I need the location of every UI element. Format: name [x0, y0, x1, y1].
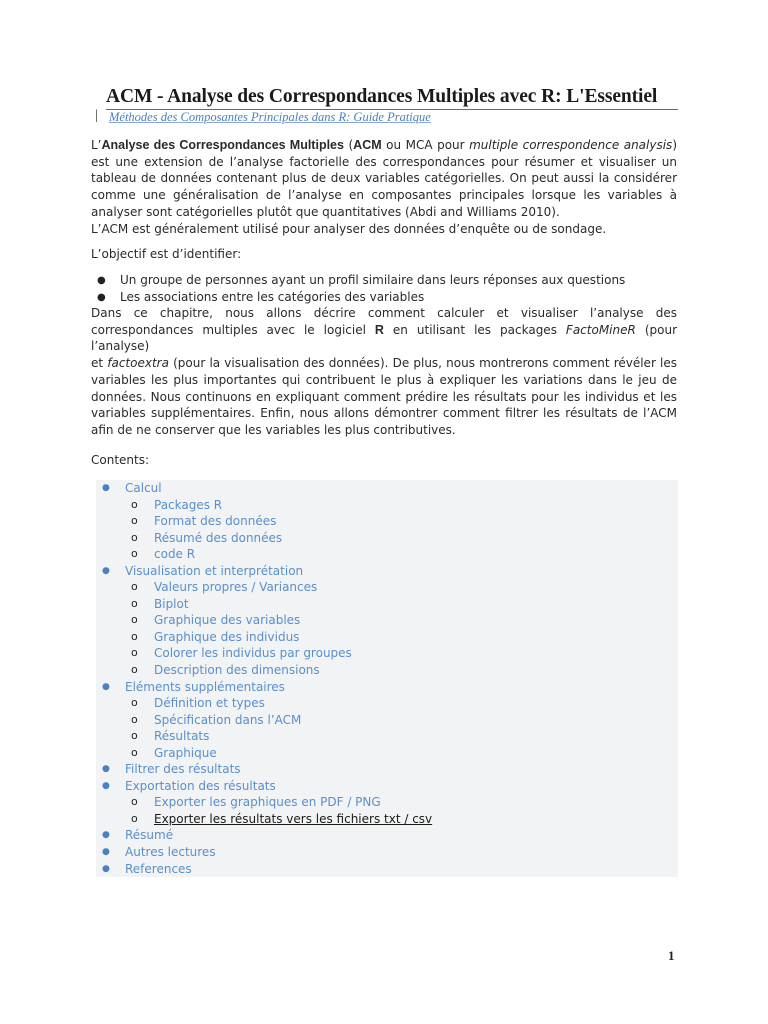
intro-line-1: L’Analyse des Correspondances Multiples (ACM ou MCA pour multiple correspondence analysis)	[91, 138, 677, 152]
toc-link[interactable]: Valeurs propres / Variances	[154, 580, 318, 595]
toc-link[interactable]: Visualisation et interprétation	[125, 563, 304, 578]
bullet-icon: o	[131, 613, 138, 627]
toc-link[interactable]: Résumé	[125, 828, 174, 843]
intro-paragraph	[91, 137, 677, 237]
toc-link[interactable]: Définition et types	[154, 696, 265, 711]
chapter-line-2: correspondances multiples avec le logiciel R en utilisant les packages FactoMineR (pour l’analyse)	[91, 322, 677, 354]
document-title: ACM - Analyse des Correspondances Multiples avec R: L'Essentiel	[106, 86, 658, 107]
bullet-icon: ●	[102, 764, 110, 775]
toc-link[interactable]: Exportation des résultats	[125, 778, 276, 793]
toc-link[interactable]: Eléments supplémentaires	[125, 679, 285, 694]
toc-item	[96, 513, 678, 530]
page-number: 1	[668, 948, 675, 963]
toc-link[interactable]: Biplot	[154, 596, 189, 611]
list-item: ● Les associations entre les catégories des variables	[97, 290, 425, 304]
chapter-line-3: et factoextra (pour la visualisation des données). De plus, nous montrerons comment révéler les	[91, 356, 677, 371]
toc-link[interactable]: Graphique des variables	[154, 613, 301, 628]
bullet-icon: ●	[102, 847, 110, 858]
toc-item	[96, 728, 678, 745]
toc-item	[96, 497, 678, 514]
bullet-icon: ●	[102, 483, 110, 493]
toc-item	[96, 861, 678, 878]
toc-item	[96, 695, 678, 712]
toc-item	[96, 679, 678, 696]
toc-link[interactable]: Exporter les résultats vers les fichiers txt / csv	[154, 811, 433, 826]
toc-item	[96, 761, 678, 778]
bullet-icon: o	[131, 811, 138, 825]
toc-item	[96, 827, 678, 844]
table-of-contents	[96, 480, 678, 877]
toc-item	[96, 629, 678, 646]
toc-item	[96, 778, 678, 795]
toc-item	[96, 546, 678, 563]
toc-item	[96, 645, 678, 662]
toc-item	[96, 712, 678, 729]
toc-link[interactable]: References	[125, 861, 192, 876]
intro-line-6: L’ACM est généralement utilisé pour analyser des données d’enquête ou de sondage.	[91, 221, 607, 236]
intro-line-5: analyser sont catégorielles plutôt que quantitatives (Abdi and Williams 2010).	[91, 204, 560, 219]
toc-link[interactable]: Description des dimensions	[154, 663, 320, 678]
bullet-icon: o	[131, 663, 138, 677]
toc-link[interactable]: Graphique des individus	[154, 629, 300, 644]
bullet-icon: ●	[97, 292, 106, 303]
bullet-icon: o	[131, 629, 138, 643]
toc-item	[96, 811, 678, 828]
bullet-icon: o	[131, 596, 138, 610]
chapter-line-4: variables les plus importantes qui contribuent le plus à expliquer les variations dans le jeu de	[91, 372, 677, 387]
bullet-icon: o	[131, 712, 138, 726]
bullet-icon: o	[131, 514, 138, 528]
toc-link[interactable]: Résultats	[154, 729, 210, 744]
subtitle-mark: |	[95, 108, 98, 123]
toc-link[interactable]: Packages R	[154, 497, 223, 512]
toc-link[interactable]: Filtrer des résultats	[125, 762, 241, 777]
bullet-icon: o	[131, 580, 138, 594]
toc-item	[96, 662, 678, 679]
bullet-icon: ●	[102, 565, 110, 576]
list-item: ● Un groupe de personnes ayant un profil similaire dans leurs réponses aux questions	[97, 273, 626, 287]
toc-link[interactable]: Spécification dans l’ACM	[154, 712, 302, 727]
toc-link[interactable]: code R	[154, 547, 196, 562]
bullet-icon: ●	[102, 863, 110, 874]
toc-link[interactable]: Autres lectures	[125, 845, 216, 860]
bullet-icon: o	[131, 497, 138, 511]
bullet-icon: o	[131, 547, 138, 561]
chapter-line-5: données. Nous continuons en expliquant comment prédire les résultats pour les individus et les	[91, 389, 677, 404]
bullet-icon: o	[131, 745, 138, 759]
objective-text: L’objectif est d’identifier:	[91, 247, 242, 261]
bullet-icon: o	[131, 530, 138, 544]
bullet-icon: o	[131, 696, 138, 710]
intro-line-4: comme une généralisation de l’analyse en composantes principales lorsque les variables à	[91, 188, 677, 203]
toc-item	[96, 480, 678, 497]
toc-item	[96, 530, 678, 547]
toc-item	[96, 612, 678, 629]
objective-bullets	[91, 272, 677, 306]
toc-item	[96, 596, 678, 613]
toc-link[interactable]: Résumé des données	[154, 530, 283, 545]
toc-link[interactable]: Graphique	[154, 745, 217, 760]
toc-item	[96, 794, 678, 811]
subtitle-link[interactable]: Méthodes des Composantes Principales dans R: Guide Pratique	[109, 110, 431, 124]
bullet-icon: o	[131, 729, 138, 743]
toc-item	[96, 563, 678, 580]
intro-line-3: tableau de données contenant plus de deux variables catégorielles. On peut aussi la considérer	[91, 171, 677, 186]
chapter-line-7: afin de ne conserver que les variables les plus contributives.	[91, 422, 456, 437]
toc-item	[96, 844, 678, 861]
chapter-line-1: Dans ce chapitre, nous allons décrire comment calculer et visualiser l’analyse des	[91, 306, 677, 320]
bullet-icon: ●	[97, 275, 106, 286]
toc-item	[96, 745, 678, 762]
intro-line-2: est une extension de l’analyse factorielle des correspondances pour résumer et visualiser un	[91, 154, 677, 169]
bullet-icon: ●	[102, 681, 110, 692]
bullet-icon: o	[131, 795, 138, 809]
toc-link[interactable]: Calcul	[125, 481, 162, 495]
bullet-icon: ●	[102, 780, 110, 791]
bullet-icon: o	[131, 646, 138, 660]
toc-item	[96, 579, 678, 596]
chapter-paragraph	[91, 305, 677, 439]
bullet-icon: ●	[102, 830, 110, 841]
toc-link[interactable]: Colorer les individus par groupes	[154, 646, 352, 661]
contents-heading: Contents:	[91, 453, 150, 467]
toc-link[interactable]: Format des données	[154, 514, 277, 529]
chapter-line-6: variables supplémentaires. Enfin, nous allons démontrer comment filtrer les résultats de l’ACM	[91, 406, 677, 421]
toc-link[interactable]: Exporter les graphiques en PDF / PNG	[154, 795, 381, 810]
